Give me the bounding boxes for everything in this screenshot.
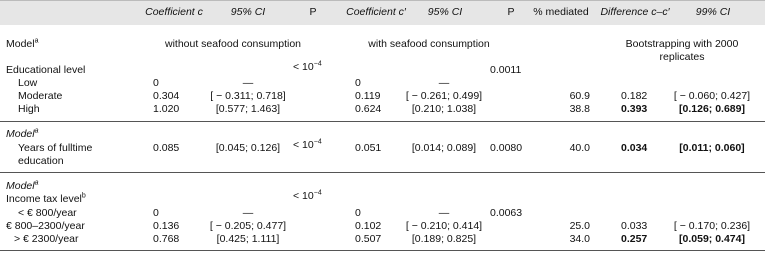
cell-coef-c: 1.020 [153,103,180,115]
cell-ci-b: [ − 0.210; 0.414] [405,220,483,232]
p-value-years: < $10^{-4}$ [293,138,322,151]
cell-ci-a: — [242,77,254,89]
income-title: Income tax level$^b$ [6,192,86,205]
p-value-income: < $10^{-4}$ [293,189,322,202]
cell-coef-c-prime: 0.119 [355,90,381,102]
header-p-a: P [309,6,317,18]
cell-coef-c-prime: 0 [355,77,361,89]
cell-coef-c: 0 [153,77,159,89]
cell-coef-c: 0.768 [153,233,180,245]
p-value-education: < $10^{-4}$ [293,60,322,73]
cell-ci-a: [0.045; 0.126] [215,142,281,154]
cell-ci99: [ − 0.060; 0.427] [673,90,751,102]
section-divider [0,172,765,173]
table-bottom-rule [0,250,765,251]
cell-coef-c-prime: 0.102 [355,220,382,232]
cell-pct-mediated: 60.9 [569,90,590,102]
cell-ci99: [0.059; 0.474] [679,233,745,245]
cell-coef-c: 0.085 [153,142,180,154]
cell-ci-b: — [438,77,450,89]
cell-ci-b: [0.014; 0.089] [411,142,477,154]
cell-ci-a: [0.425; 1.111] [216,233,280,245]
years-model-label: Model$^a$ [6,127,39,140]
header-pct-mediated: % mediated [533,6,589,18]
years-label-line2: education [18,155,64,167]
cell-difference: 0.257 [621,233,648,245]
subheader-model: Model$^a$ [6,37,39,50]
cell-ci-b: [0.210; 1.038] [411,103,477,115]
header-coefficient-c-prime: Coefficient c′ [346,6,406,18]
header-difference: Difference c–c′ [600,6,670,18]
years-label-line1: Years of fulltime [18,142,93,154]
cell-ci-a: [ − 0.311; 0.718] [210,90,286,102]
cell-ci99: [0.011; 0.060] [679,142,745,154]
row-label-moderate: Moderate [18,90,63,102]
cell-pct-mediated: 38.8 [569,103,590,115]
cell-ci-b: [0.189; 0.825] [411,233,477,245]
row-label-income-low: < € 800/year [18,207,77,219]
cell-ci-a: [ − 0.205; 0.477] [209,220,287,232]
cell-coef-c-prime: 0.051 [355,142,382,154]
subheader-with-seafood: with seafood consumption [368,38,490,50]
cell-ci-b: — [438,207,450,219]
cell-ci-a: [0.577; 1.463] [215,103,281,115]
cell-pct-mediated: 25.0 [569,220,590,232]
p-b-income: 0.0063 [490,207,523,219]
cell-difference: 0.034 [621,142,648,154]
cell-difference: 0.393 [621,103,648,115]
cell-difference: 0.033 [621,220,648,232]
cell-coef-c: 0 [153,207,159,219]
cell-ci-a: — [242,207,254,219]
subheader-without-seafood: without seafood consumption [164,38,302,50]
row-label-high: High [18,103,40,115]
cell-difference: 0.182 [621,90,648,102]
row-label-low: Low [18,77,38,89]
section-divider [0,121,765,122]
cell-coef-c-prime: 0 [355,207,361,219]
cell-coef-c-prime: 0.624 [355,103,382,115]
cell-coef-c: 0.304 [153,90,180,102]
header-ci95-b: 95% CI [427,6,463,18]
row-label-income-mid: € 800–2300/year [6,220,85,232]
cell-ci-b: [ − 0.261; 0.499] [405,90,483,102]
subheader-bootstrap-line1: Bootstrapping with 2000 [625,38,739,50]
cell-pct-mediated: 40.0 [569,142,590,154]
p-b-years: 0.0080 [490,142,523,154]
row-label-income-high: > € 2300/year [14,233,79,245]
header-ci99: 99% CI [695,6,731,18]
header-coefficient-c: Coefficient c [145,6,203,18]
income-model-label: Model$^a$ [6,179,39,192]
cell-coef-c-prime: 0.507 [355,233,382,245]
p-b-education: 0.0011 [490,64,522,76]
cell-pct-mediated: 34.0 [569,233,590,245]
subheader-bootstrap-line2: replicates [659,51,705,63]
header-ci95-a: 95% CI [230,6,266,18]
cell-coef-c: 0.136 [153,220,180,232]
cell-ci99: [ − 0.170; 0.236] [673,220,751,232]
cell-ci99: [0.126; 0.689] [679,103,745,115]
education-title: Educational level [6,64,86,76]
header-p-b: P [507,6,515,18]
